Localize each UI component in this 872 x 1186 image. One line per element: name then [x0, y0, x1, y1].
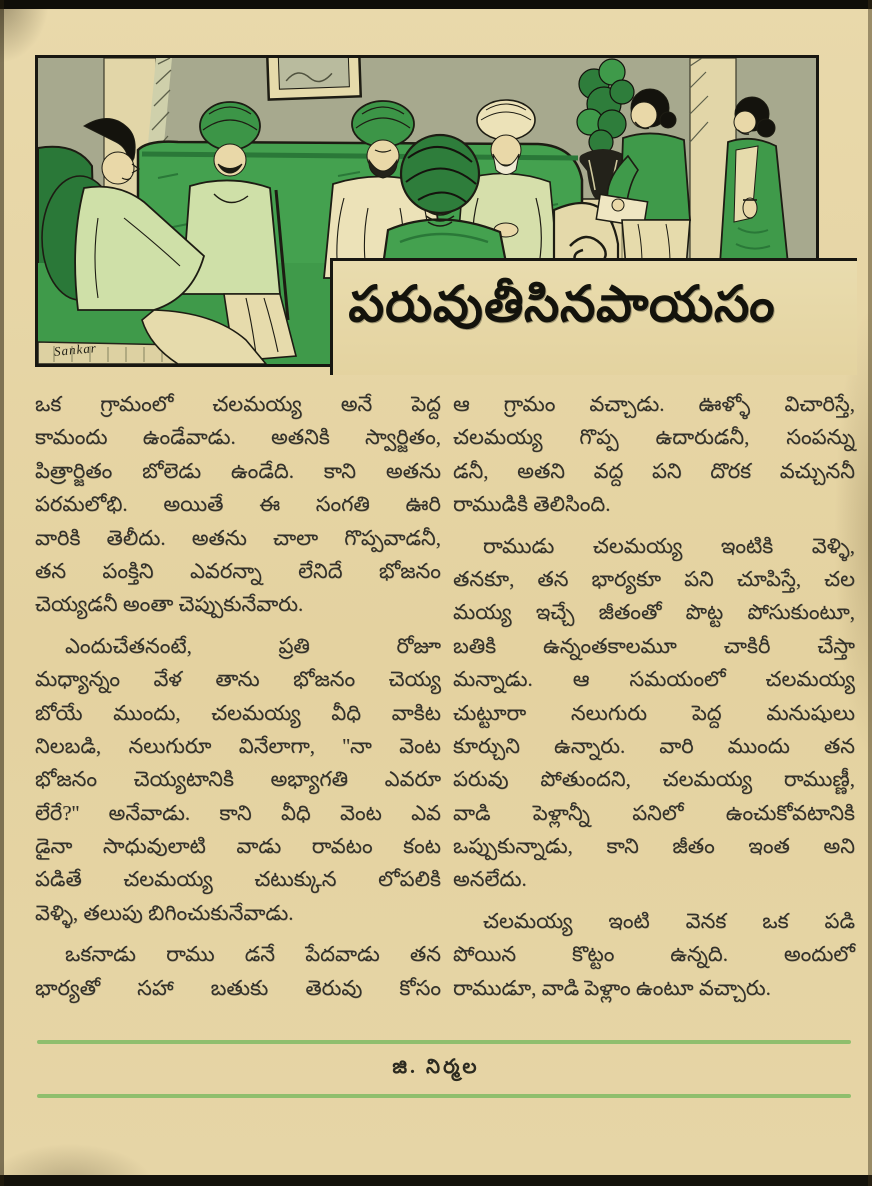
- text-line: డైనా సాధువులాటి వాడు రావటం కంట: [35, 834, 441, 859]
- text-line: రాముడికి తెలిసింది.: [453, 492, 611, 517]
- text-column-left: [35, 392, 441, 1009]
- text-line: బోయే ముందు, చలమయ్య వీధి వాకిట: [35, 700, 441, 725]
- text-line: వెళ్ళి, తలుపు బిగించుకునేవాడు.: [35, 900, 294, 925]
- text-line: ఆ గ్రామం వచ్చాడు. ఊళ్ళో విచారిస్తే,: [453, 392, 855, 416]
- text-line: వాడి పెళ్లాన్నీ పనిలో ఉంచుకోవటానికి: [453, 800, 855, 825]
- text-line: రాముడూ, వాడి పెళ్లాం ఉంటూ వచ్చారు.: [453, 975, 771, 1000]
- text-line: బతికి ఉన్నంతకాలమూ చాకిరీ చేస్తా: [453, 633, 855, 658]
- picture-frame: [267, 58, 361, 100]
- text-column-right: [453, 392, 855, 1009]
- text-line: మధ్యాన్నం వేళ తాను భోజనం చెయ్య: [35, 667, 441, 692]
- text-line: పరువు పోతుందని, చలమయ్య రాముణ్ణీ,: [453, 767, 855, 792]
- text-line: అనలేదు.: [453, 867, 527, 892]
- text-line: నిలబడి, నలుగురూ వినేలాగా, ''నా వెంట: [35, 733, 441, 758]
- text-line: రాముడు చలమయ్య ఇంటికి వెళ్ళి,: [483, 533, 855, 558]
- title-plate: [330, 258, 857, 375]
- text-line: పిత్రార్జితం బోలెడు ఉండేది. కాని అతను: [35, 458, 441, 483]
- text-line: వారికి తెలీదు. అతను చాలా గొప్పవాడనీ,: [35, 525, 441, 550]
- artist-signature: Sankar: [53, 340, 98, 359]
- footer-rule-top: [37, 1040, 851, 1044]
- text-line: తనకూ, తన భార్యకూ పని చూపిస్తే, చల: [453, 566, 855, 591]
- text-line: భార్యతో సహా బతుకు తెరువు కోసం: [35, 975, 441, 1000]
- text-line: చలమయ్య ఇంటి వెనక ఒక పడి: [483, 908, 855, 933]
- text-line: భోజనం చెయ్యటానికి అభ్యాగతి ఎవరూ: [35, 767, 441, 792]
- scan-edge-right: [868, 0, 872, 1186]
- text-line: చుట్టూరా నలుగురు పెద్ద మనుషులు: [453, 700, 855, 725]
- text-line: ఒకనాడు రాము డనే పేదవాడు తన: [65, 942, 441, 967]
- text-line: ఎందుచేతనంటే, ప్రతి రోజూ: [65, 633, 441, 658]
- text-line: డనీ, అతని వద్ద పని దొరక వచ్చుననీ: [453, 458, 855, 483]
- text-line: పడితే చలమయ్య చటుక్కున లోపలికి: [35, 867, 441, 892]
- text-line: మయ్య ఇచ్చే జీతంతో పొట్ట పోసుకుంటూ,: [453, 600, 855, 625]
- text-line: మన్నాడు. ఆ సమయంలో చలమయ్య: [453, 667, 855, 692]
- text-line: ఒప్పుకున్నాడు, కాని జీతం ఇంత అని: [453, 834, 855, 859]
- text-line: చలమయ్య గొప్ప ఉదారుడనీ, సంపన్ను: [453, 425, 855, 450]
- text-line: తన పంక్తిని ఎవరన్నా లేనిదే భోజనం: [35, 558, 441, 583]
- author-byline: జి. నిర్మల: [392, 1056, 480, 1078]
- text-line: కూర్చుని ఉన్నారు. వారి ముందు తన: [453, 733, 855, 758]
- text-line: పరమలోభి. అయితే ఈ సంగతి ఊరి: [35, 492, 441, 517]
- text-line: కామందు ఉండేవాడు. అతనికి స్వార్జితం,: [35, 425, 441, 450]
- scan-edge-top: [0, 0, 872, 9]
- scan-edge-left: [0, 0, 4, 1186]
- story-title: పరువుతీసినపాయసం: [347, 276, 778, 332]
- text-line: ఒక గ్రామంలో చలమయ్య అనే పెద్ద: [35, 392, 441, 416]
- text-line: లేరే?'' అనేవాడు. కాని వీధి వెంట ఎవ: [35, 800, 441, 825]
- scan-edge-bottom: [0, 1175, 872, 1186]
- text-line: చెయ్యడనీ అంతా చెప్పుకునేవారు.: [35, 592, 304, 617]
- footer-rule-bottom: [37, 1094, 851, 1098]
- text-line: పోయిన కొట్టం ఉన్నది. అందులో: [453, 942, 855, 967]
